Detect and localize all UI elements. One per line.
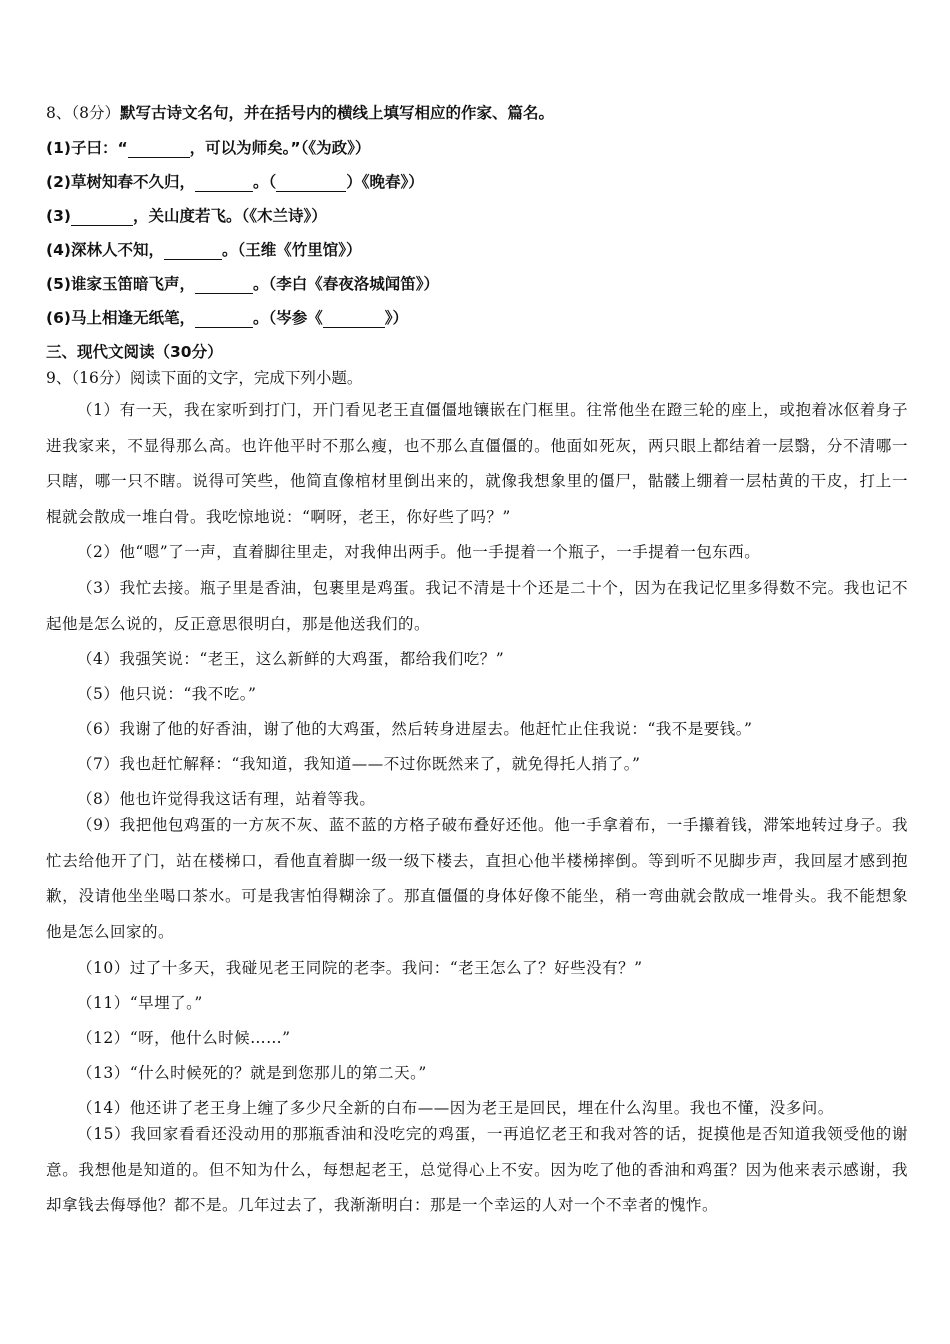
passage-paragraph-12: （12）“呀，他什么时候……” xyxy=(77,1029,291,1047)
q8-instruction: 默写古诗文名句，并在括号内的横线上填写相应的作家、篇名。 xyxy=(119,104,554,122)
passage-paragraph-10: （10）过了十多天，我碰见老王同院的老李。我问：“老王怎么了？好些没有？” xyxy=(77,959,643,977)
passage-paragraph-7: （7）我也赶忙解释：“我知道，我知道——不过你既然来了，就免得托人捎了。” xyxy=(77,755,641,773)
passage-paragraph-15: （15）我回家看看还没动用的那瓶香油和没吃完的鸡蛋，一再追忆老王和我对答的话，捉摸他是否知道我领受他的谢意。我想他是知道的。但不知为什么，每想起老王，总觉得心上不安。因为吃了他的香油和鸡蛋？因为他来表示感谢，我却拿钱去侮辱他？都不是。几年过去了，我渐渐明白：那是一个幸运的人对一个不幸者的愧怍。 xyxy=(46,1125,908,1214)
q8-title xyxy=(46,101,910,123)
passage-paragraph-1: （1）有一天，我在家听到打门，开门看见老王直僵僵地镶嵌在门框里。往常他坐在蹬三轮的座上，或抱着冰伛着身子进我家来，不显得那么高。也许他平时不那么瘦，也不那么直僵僵的。他面如死灰，两只眼上都结着一层翳，分不清哪一只瞎，哪一只不瞎。说得可笑些，他简直像棺材里倒出来的，就像我想象里的僵尸，骷髅上绷着一层枯黄的干皮，打上一棍就会散成一堆白骨。我吃惊地说：“啊呀，老王，你好些了吗？” xyxy=(46,401,908,526)
passage-paragraph-9: （9）我把他包鸡蛋的一方灰不灰、蓝不蓝的方格子破布叠好还他。他一手拿着布，一手攥着钱，滞笨地转过身子。我忙去给他开了门，站在楼梯口，看他直着脚一级一级下楼去，直担心他半楼梯摔倒。等到听不见脚步声，我回屋才感到抱歉，没请他坐坐喝口茶水。可是我害怕得糊涂了。那直僵僵的身体好像不能坐，稍一弯曲就会散成一堆骨头。我不能想象他是怎么回家的。 xyxy=(46,816,908,941)
section-heading: 三、现代文阅读（30分） xyxy=(46,343,223,361)
q8-number: 8、（8分） xyxy=(46,104,120,122)
answer-blank[interactable] xyxy=(71,207,133,226)
q8-item-5-text: (5)谁家玉笛暗飞声， xyxy=(46,275,195,293)
q8-item-6 xyxy=(46,306,910,328)
q8-item-4-text-2: 。（王维《竹里馆》） xyxy=(221,241,362,259)
answer-blank[interactable] xyxy=(128,139,190,158)
passage-paragraph-11: （11）“早埋了。” xyxy=(77,994,203,1012)
q8-item-3-text-2: ，关山度若飞。（《木兰诗》） xyxy=(132,207,327,225)
answer-blank[interactable] xyxy=(195,309,253,328)
passage-paragraph-5: （5）他只说：“我不吃。” xyxy=(77,685,257,703)
author-blank[interactable] xyxy=(276,173,346,192)
q8-item-2-text-3: ）《晚春》） xyxy=(346,173,424,191)
q8-item-5-text-2: 。（李白《春夜洛城闻笛》） xyxy=(252,275,439,293)
passage-paragraph-13: （13）“什么时候死的？就是到您那儿的第二天。” xyxy=(77,1064,427,1082)
q8-item-1-text: (1)子曰：“ xyxy=(46,139,128,157)
passage-paragraph-3: （3）我忙去接。瓶子里是香油，包裹里是鸡蛋。我记不清是十个还是二十个，因为在我记忆里多得数不完。我也记不起他是怎么说的，反正意思很明白，那是他送我们的。 xyxy=(46,579,908,633)
q8-item-1 xyxy=(46,136,910,158)
answer-blank[interactable] xyxy=(195,173,253,192)
q8-item-2-text: (2)草树知春不久归， xyxy=(46,173,195,191)
q8-item-4-text: (4)深林人不知， xyxy=(46,241,164,259)
passage-paragraph-14: （14）他还讲了老王身上缠了多少尺全新的白布——因为老王是回民，埋在什么沟里。我也不懂，没多问。 xyxy=(77,1099,834,1117)
title-blank[interactable] xyxy=(323,309,385,328)
q8-item-2-text-2: 。（ xyxy=(252,173,277,191)
q9-title: 9、（16分）阅读下面的文字，完成下列小题。 xyxy=(46,369,363,387)
q8-item-6-text: (6)马上相逢无纸笔， xyxy=(46,309,195,327)
q8-item-4 xyxy=(46,238,910,260)
q8-item-6-text-3: 》） xyxy=(384,309,408,327)
passage-paragraph-8: （8）他也许觉得我这话有理，站着等我。 xyxy=(77,790,376,808)
passage-paragraph-6: （6）我谢了他的好香油，谢了他的大鸡蛋，然后转身进屋去。他赶忙止住我说：“我不是要钱。” xyxy=(77,720,753,738)
q8-item-1-text-2: ，可以为师矣。”（《为政》） xyxy=(189,139,371,157)
q8-item-5 xyxy=(46,272,910,294)
answer-blank[interactable] xyxy=(164,241,222,260)
passage-paragraph-4: （4）我强笑说：“老王，这么新鲜的大鸡蛋，都给我们吃？” xyxy=(77,650,505,668)
passage-paragraph-2: （2）他“嗯”了一声，直着脚往里走，对我伸出两手。他一手提着一个瓶子，一手提着一包东西。 xyxy=(77,543,761,561)
answer-blank[interactable] xyxy=(195,275,253,294)
q8-item-2 xyxy=(46,170,910,192)
q8-item-3 xyxy=(46,204,910,226)
q8-item-3-text: (3) xyxy=(46,207,71,225)
q8-item-6-text-2: 。（岑参《 xyxy=(252,309,323,327)
